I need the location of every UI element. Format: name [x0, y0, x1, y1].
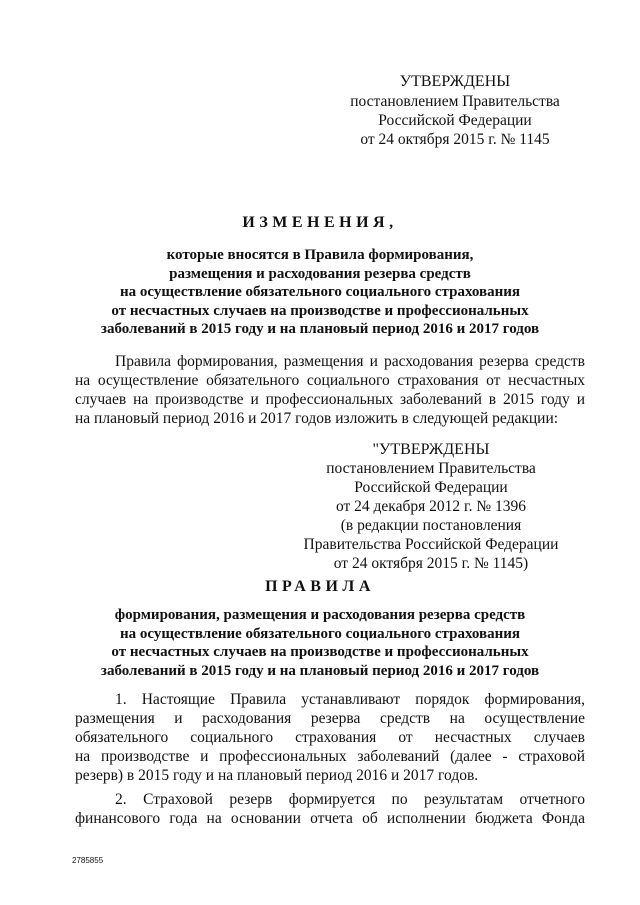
changes-heading: ИЗМЕНЕНИЯ,: [242, 214, 398, 231]
subtitle-line: заболеваний в 2015 году и на плановый период 2016 и 2017 годов: [100, 662, 540, 679]
approval-title: УТВЕРЖДЕНЫ: [399, 73, 511, 90]
approval-date-line: от 24 октября 2015 г. № 1145: [360, 131, 550, 148]
rules-heading: ПРАВИЛА: [265, 578, 375, 595]
subtitle-line: от несчастных случаев на производстве и профессиональных: [111, 302, 529, 319]
paragraph-line: на плановый период 2016 и 2017 годов изложить в следующей редакции:: [75, 410, 559, 427]
subtitle-line: заболеваний в 2015 году и на плановый период 2016 и 2017 годов: [100, 321, 540, 337]
rules-item-1: [75, 690, 585, 785]
paragraph-line: на осуществление обязательного социального страхования от несчастных: [75, 372, 585, 389]
approval-date-line: от 24 октября 2015 г. № 1145): [333, 555, 529, 572]
document-code: 2785855: [72, 856, 104, 865]
paragraph-line: на производстве и профессиональных заболеваний (далее - страховой: [75, 748, 585, 765]
approval-line: постановлением Правительства: [350, 93, 560, 110]
approval-line: Российской Федерации: [378, 112, 532, 129]
rules-item-2: [75, 790, 585, 828]
approval-title: "УТВЕРЖДЕНЫ: [372, 441, 490, 458]
rules-subtitle: [60, 606, 580, 680]
changes-subtitle: [60, 246, 580, 339]
approval-stamp-inner: [296, 440, 566, 573]
paragraph-line: 2. Страховой резерв формируется по результатам отчетного: [115, 791, 585, 808]
subtitle-line: на осуществление обязательного социального страхования: [120, 284, 520, 300]
approval-line: Правительства Российской Федерации: [303, 536, 559, 553]
approval-date-line: от 24 декабря 2012 г. № 1396: [335, 498, 527, 515]
approval-line: (в редакции постановления: [340, 517, 522, 534]
subtitle-line: от несчастных случаев на производстве и профессиональных: [111, 644, 529, 660]
paragraph-line: 1. Настоящие Правила устанавливают порядок формирования,: [115, 691, 585, 708]
paragraph-line: обязательного социального страхования от несчастных случаев: [75, 729, 585, 746]
subtitle-line: формирования, размещения и расходования резерва средств: [114, 607, 526, 623]
approval-line: постановлением Правительства: [326, 460, 536, 477]
paragraph-line: Правила формирования, размещения и расходования резерва средств: [115, 353, 585, 370]
intro-paragraph: [75, 352, 585, 428]
subtitle-line: которые вносятся в Правила формирования,: [166, 247, 474, 263]
subtitle-line: размещения и расходования резерва средств: [169, 265, 471, 282]
paragraph-line: финансового года на основании отчета об исполнении бюджета Фонда: [75, 810, 585, 827]
subtitle-line: на осуществление обязательного социального страхования: [120, 625, 520, 642]
paragraph-line: размещения и расходования резерва средств на осуществление: [75, 710, 585, 727]
paragraph-line: резерв) в 2015 году и на плановый период 2016 и 2017 годов.: [75, 767, 479, 784]
paragraph-line: случаев на производстве и профессиональных заболеваний в 2015 году и: [75, 391, 585, 408]
approval-stamp-top: [330, 72, 580, 149]
approval-line: Российской Федерации: [354, 479, 508, 496]
